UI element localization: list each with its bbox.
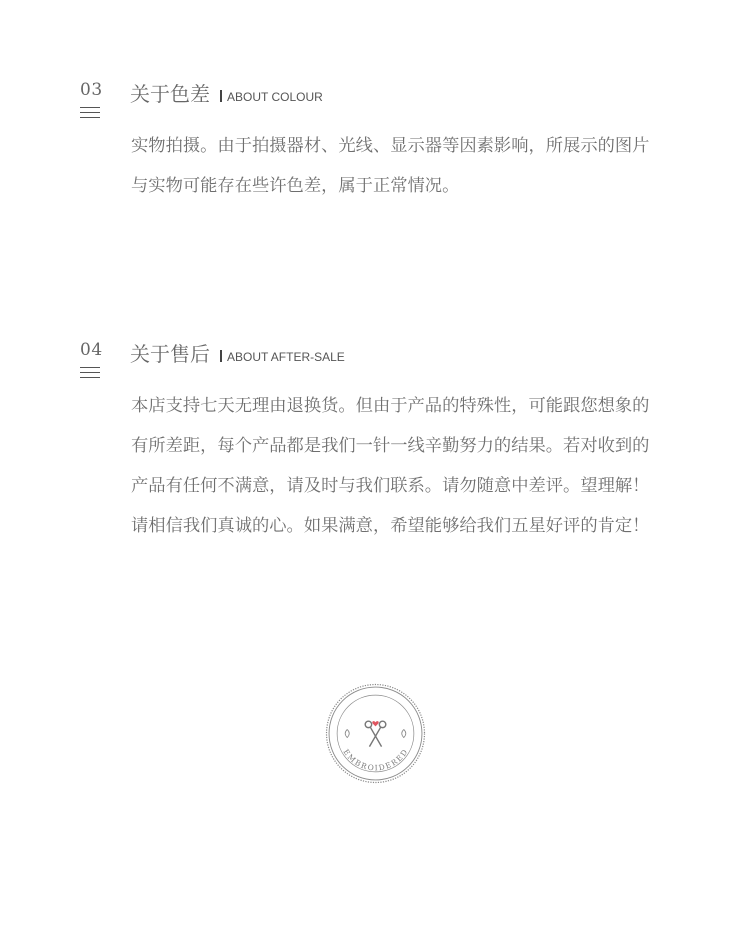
title-divider: [220, 90, 222, 102]
section-body: [131, 386, 676, 546]
section-body: [131, 126, 676, 206]
body-line: 请相信我们真诚的心。如果满意，希望能够给我们五星好评的肯定！: [131, 516, 650, 536]
section-title-en: ABOUT AFTER-SALE: [227, 350, 345, 364]
heart-icon: [372, 721, 378, 726]
title-divider: [220, 350, 222, 362]
body-line: 实物拍摄。由于拍摄器材、光线、显示器等因素影响，所展示的图片: [131, 136, 650, 156]
brand-stamp-logo: [325, 683, 426, 784]
section-title-cn: 关于售后: [130, 342, 210, 366]
section-number: 04: [80, 340, 103, 360]
body-line: 本店支持七天无理由退换货。但由于产品的特殊性，可能跟您想象的: [131, 396, 650, 416]
stamp-top-text: [325, 683, 389, 685]
body-line: 产品有任何不满意，请及时与我们联系。请勿随意中差评。望理解！: [131, 476, 650, 496]
menu-lines-icon: [80, 367, 100, 381]
stamp-bottom-text: EMBROIDERED: [341, 747, 410, 773]
section-title-cn: 关于色差: [130, 82, 210, 106]
section-title: [130, 82, 323, 106]
section-title: [130, 342, 345, 366]
section-number: 03: [80, 80, 103, 100]
stamp-graphic: [325, 683, 426, 784]
section-title-en: ABOUT COLOUR: [227, 90, 323, 104]
body-line: 有所差距，每个产品都是我们一针一线辛勤努力的结果。若对收到的: [131, 436, 650, 456]
menu-lines-icon: [80, 107, 100, 121]
body-line: 与实物可能存在些许色差，属于正常情况。: [131, 176, 460, 196]
